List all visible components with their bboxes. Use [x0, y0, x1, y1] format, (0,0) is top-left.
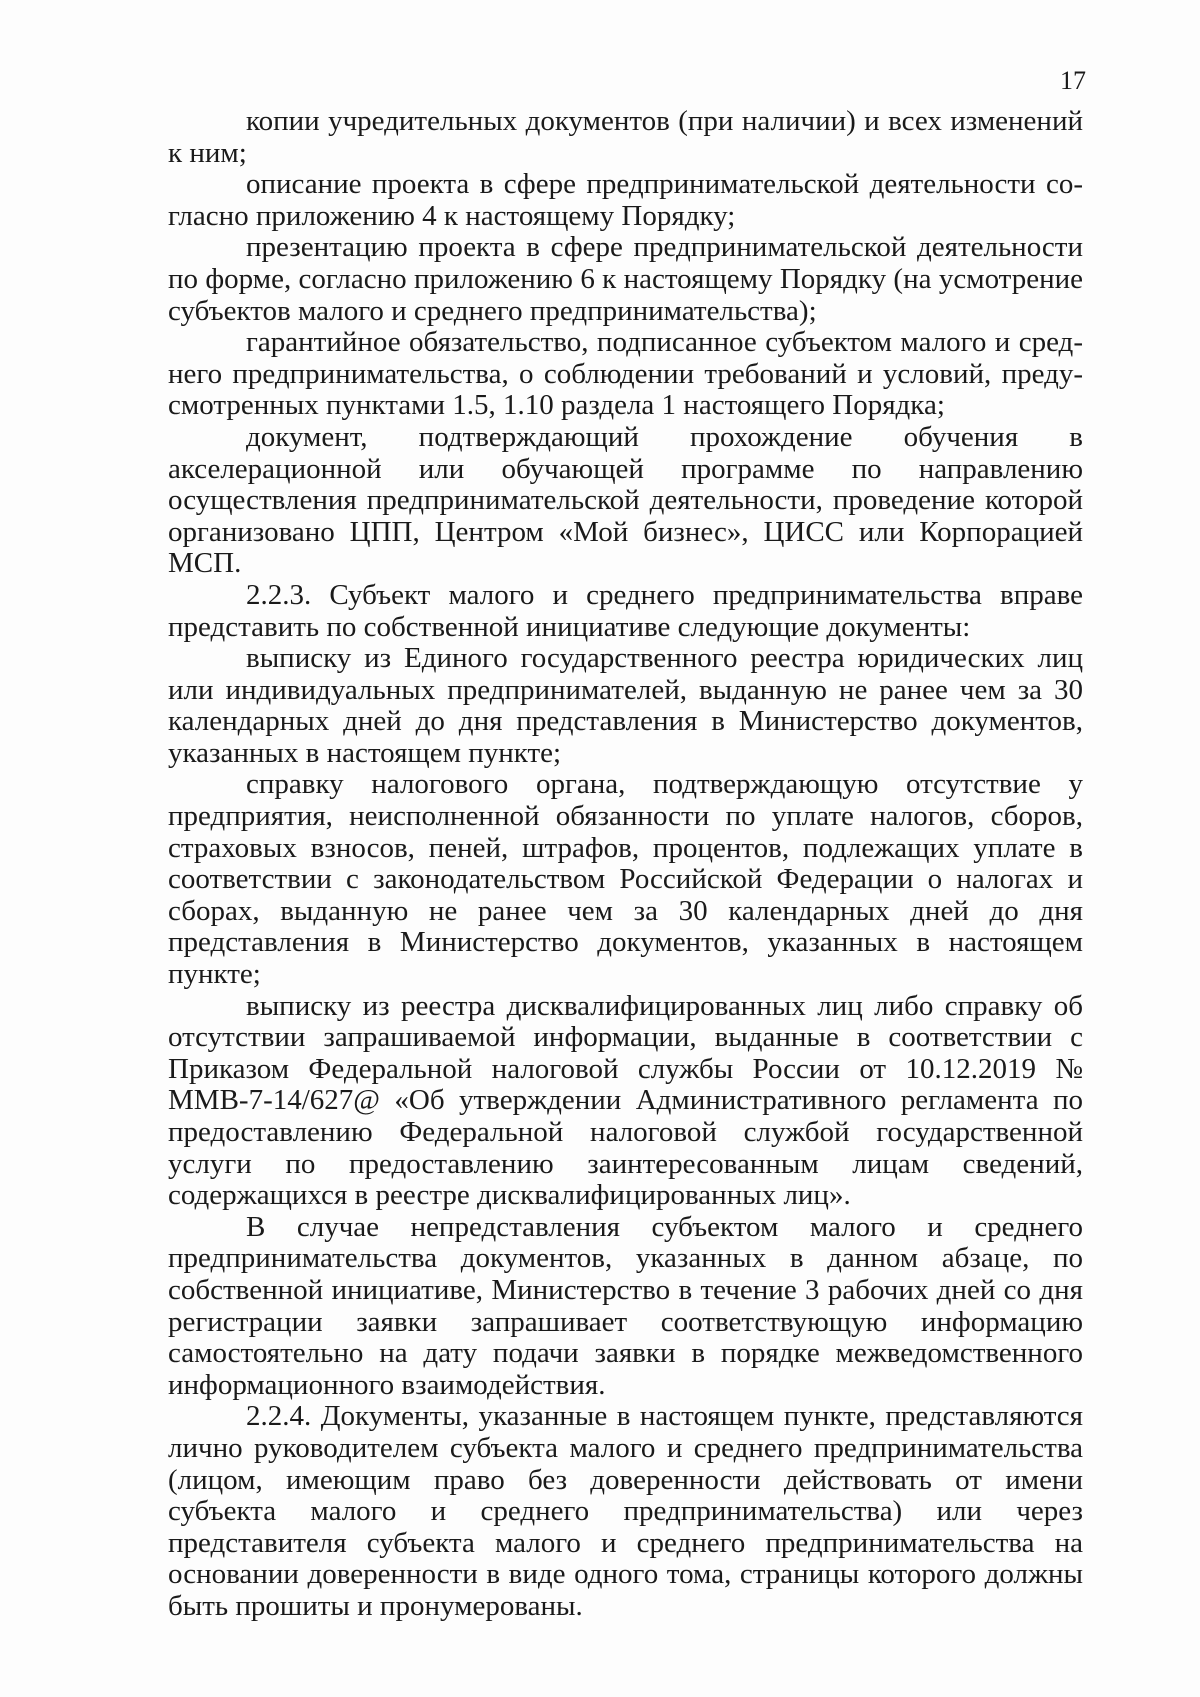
- paragraph-registry-extract: выписку из Единого государственного реестра юридических лиц или индивидуальных предпринимателей, выданную не ранее чем за 30 календарных дней до дня представления в Министерство документов, указанных в настоящем пункте;: [168, 642, 1083, 769]
- paragraph-project-description: описание проекта в сфере предпринимательской деятельности согласно приложению 4 к настоящему Порядку;: [168, 168, 1083, 232]
- page-number: 17: [1060, 66, 1086, 95]
- paragraph-guarantee-obligation: гарантийное обязательство, подписанное субъектом малого и среднего предпринимательства, о соблюдении требований и условий, предусмотренных пунктами 1.5, 1.10 раздела 1 настоящего Порядка;: [168, 326, 1083, 422]
- paragraph-training-document: документ, подтверждающий прохождение обучения в акселерационной или обучающей программе по направлению осуществления предпринимательской деятельности, проведение которой организовано ЦПП, Центром «Мой бизнес», ЦИСС или Корпорацией МСП.: [168, 420, 1083, 580]
- paragraph-disqualified-persons-extract: выписку из реестра дисквалифицированных лиц либо справку об отсутствии запрашиваемой информации, выданные в соответствии с Приказом Федеральной налоговой службы России от 10.12.2019 № ММВ-7-14/627@ «Об утверждении Административного регламента по предоставлению Федеральной налоговой службой государственной услуги по предоставлению заинтересованным лицам сведений, содержащихся в реестре дисквалифицированных лиц».: [168, 989, 1083, 1212]
- document-body: [168, 106, 1083, 1623]
- paragraph-non-submission-case: В случае непредставления субъектом малого и среднего предпринимательства документов, указанных в данном абзаце, по собственной инициативе, Министерство в течение 3 рабочих дней со дня регистрации заявки запрашивает соответствующую информацию самостоятельно на дату подачи заявки в порядке межведомственного информационного взаимодействия.: [168, 1210, 1083, 1401]
- paragraph-clause-2-2-4: 2.2.4. Документы, указанные в настоящем пункте, представляются лично руководителем субъекта малого и среднего предпринимательства (лицом, имеющим право без доверенности действовать от имени субъекта малого и среднего предпринимательства) или через представителя субъекта малого и среднего предпринимательства на основании доверенности в виде одного тома, страницы которого должны быть прошиты и пронумерованы.: [168, 1400, 1083, 1622]
- paragraph-clause-2-2-3: 2.2.3. Субъект малого и среднего предпринимательства вправе представить по собственной инициативе следующие документы:: [168, 578, 1083, 643]
- paragraph-tax-certificate: справку налогового органа, подтверждающую отсутствие у предприятия, неисполненной обязанности по уплате налогов, сборов, страховых взносов, пеней, штрафов, процентов, подлежащих уплате в соответствии с законодательством Российской Федерации о налогах и сборах, выданную не ранее чем за 30 календарных дней до дня представления в Министерство документов, указанных в настоящем пункте;: [168, 768, 1083, 991]
- paragraph-founding-documents: копии учредительных документов (при наличии) и всех изменений к ним;: [168, 105, 1083, 169]
- paragraph-project-presentation: презентацию проекта в сфере предпринимательской деятельности по форме, согласно приложению 6 к настоящему Порядку (на усмотрение субъектов малого и среднего предпринимательства);: [168, 231, 1083, 327]
